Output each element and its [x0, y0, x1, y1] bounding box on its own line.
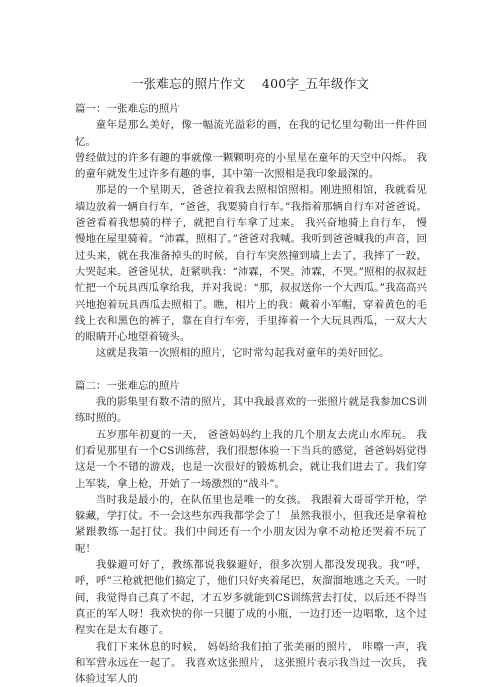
document-body: [75, 101, 427, 687]
paragraph: 童年是那么美好，像一幅流光溢彩的画，在我的记忆里勾勒出一件件回忆。: [75, 117, 427, 150]
paragraph: 当时我是最小的，在队伍里也是唯一的女孩。 我跟着大哥哥学开枪，学躲藏，学打仗。不一会这些东西我都学会了！ 虽然我很小，但我还是拿着枪紧跟教练一起打仗。我们中间还有一个小朋友因为拿不动枪还哭着不玩了呢！: [75, 492, 427, 557]
paragraph: 我躲避可好了，教练都说我躲避好，很多次别人都没发现我。我“呼，呼，呼”三枪就把他们搞定了，他们只好夹着尾巴，灰溜溜地逃之夭夭。一时间，我觉得自己真了不起，才五岁多就能到CS训练营去打仗，以后还不得当真正的军人呀！我欢快的你一只腿了成的小瓶，一边打还一边唱歌，这个过程实在是太有趣了。: [75, 557, 427, 638]
section-gap: [75, 362, 427, 378]
section-two: [75, 378, 427, 687]
paragraph: 五岁那年初夏的一天， 爸爸妈妈约上我的几个朋友去虎山水库玩。 我们看见那里有一个CS训练营，我们很想体验一下当兵的感觉，爸爸妈妈觉得这是一个不错的游戏，也是一次很好的锻炼机会，就让我们进去了。我们穿上军装，拿上枪，开始了一场激烈的“战斗”。: [75, 427, 427, 492]
section-heading: 篇二：一张难忘的照片: [75, 378, 427, 394]
section-one: [75, 101, 427, 362]
paragraph: 这就是我第一次照相的照片，它时常勾起我对童年的美好回忆。: [75, 345, 427, 361]
paragraph: 曾经做过的许多有趣的事就像一颗颗明亮的小星星在童年的天空中闪烁。 我的童年就发生过许多有趣的事，其中第一次照相是我印象最深的。: [75, 150, 427, 183]
paragraph: 那是的一个星期天，爸爸拉着我去照相馆照相。刚进照相馆，我就看见墙边放着一辆自行车，“爸爸，我要骑自行车。”我指着那辆自行车对爸爸说。爸爸看着我想骑的样子，就把自行车拿了过来。 我兴奋地骑上自行车， 慢慢地在屋里骑着。“沛霖，照相了。”爸爸对我喊。我听到爸爸喊我的声音，回过头来，就在我准备掉头的时候，自行车突然撞到墙上去了，我摔了一跤，大哭起来。爸爸见状，赶紧哄我：“沛霖，不哭。沛霖，不哭。”照相的叔叔赶忙把一个玩具西瓜拿给我，并对我说：“那，叔叔送你一个大西瓜。”我高高兴兴地抱着玩具西瓜去照相了。瞧，相片上的我：戴着小军帽，穿着黄色的毛线上衣和黑色的裤子，靠在自行车旁，手里捧着一个大玩具西瓜，一双大大的眼睛开心地望着镜头。: [75, 182, 427, 345]
document-title: 一张难忘的照片作文 400字_五年级作文: [0, 76, 500, 92]
section-heading: 篇一：一张难忘的照片: [75, 101, 427, 117]
paragraph: 我们下来休息的时候， 妈妈给我们拍了张美丽的照片， 咔嚓一声，我和军营永远在一起了。 我喜欢这张照片， 这张照片表示我当过一次兵， 我体验过军人的: [75, 639, 427, 687]
paragraph: 我的影集里有数不清的照片，其中我最喜欢的一张照片就是我参加CS训练时照的。: [75, 394, 427, 427]
